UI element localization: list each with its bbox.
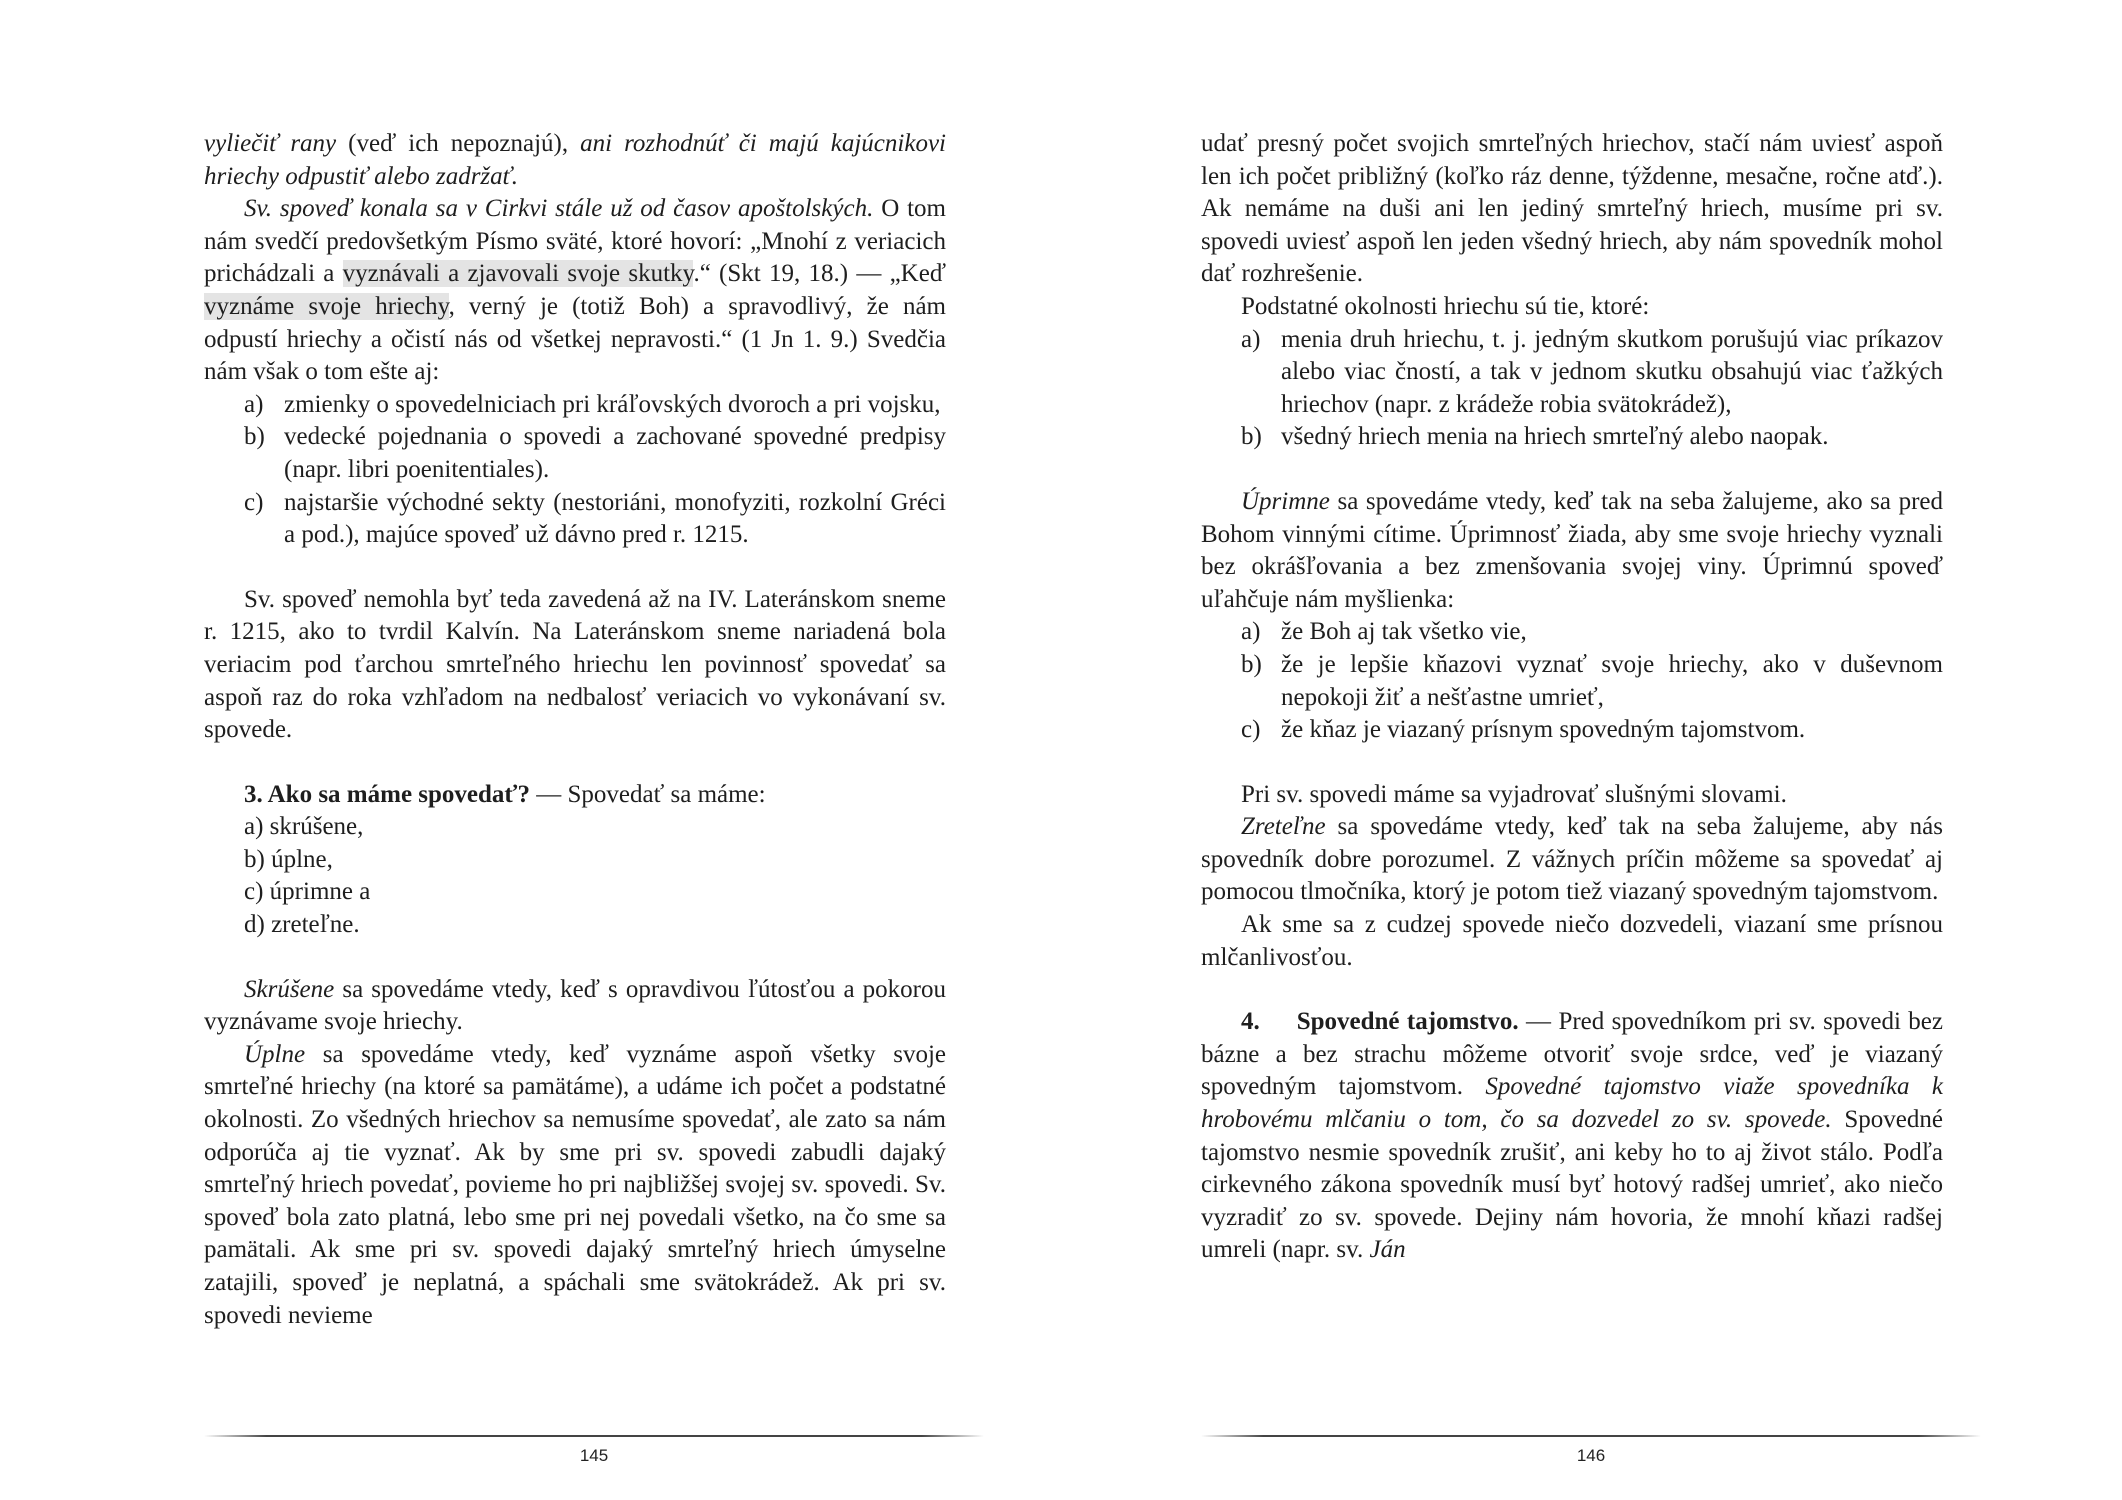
section-paragraph: 4. Spovedné tajomstvo. — Pred spovedníkom pri sv. spovedi bez bázne a bez strachu môžeme otvoriť svoje srdce, veď je viazaný spovedným tajomstvom. Spovedné tajomstvo viaže spovedníka k hrobovému mlčaniu o tom, čo sa dozvedel zo sv. spovede. Spovedné tajomstvo nesmie spovedník zrušiť, ani keby ho to aj život stálo. Podľa cirkevného zákona spovedník musí byť hotový radšej umrieť, ako niečo vyzradiť zo sv. spovede. Dejiny nám hovoria, že mnohí kňazi radšej umreli (napr. sv. Ján bbox=[1201, 1008, 1944, 1264]
section-heading: 3. Ako sa máme spovedať? — Spovedať sa máme: bbox=[244, 780, 766, 808]
list-item: c) že kňaz je viazaný prísnym spovedným tajomstvom. bbox=[1241, 716, 1806, 744]
lettered-list bbox=[204, 389, 946, 552]
list-item: c) úprimne a bbox=[244, 878, 371, 906]
section-title: Spovedné tajomstvo. bbox=[1296, 1008, 1519, 1036]
list-item: b) všedný hriech menia na hriech smrteľný alebo naopak. bbox=[1241, 423, 1829, 451]
paragraph: udať presný počet svojich smrteľných hriechov, stačí nám uviesť aspoň len ich počet približný (koľko ráz denne, týždenne, mesačne, ročne atď.). Ak nemáme na duši ani len jediný smrteľný hriech, musíme pri sv. spovedi uviesť aspoň len jeden všedný hriech, aby nám spovedník mohol dať rozhrešenie. bbox=[1201, 130, 1943, 288]
list-item: a) menia druh hriechu, t. j. jedným skutkom porušujú viac príkazov alebo viac čností, a tak v jednom skutku obsahujú viac ťažkých hriechov (napr. z krádeže robia svätokrádež), bbox=[1241, 325, 1943, 418]
list-item: b) úplne, bbox=[244, 845, 333, 873]
paragraph: Sv. spoveď konala sa v Cirkvi stále už od časov apoštolských. O tom nám svedčí predovšetkým Písmo sväté, ktoré hovorí: „Mnohí z veriacich prichádzali a vyznávali a zjavovali svoje skutky.“ (Skt 19, 18.) — „Keď vyznáme svoje hriechy, verný je (totiž Boh) a spravodlivý, že nám odpustí hriechy a očistí nás od všetkej nepravosti.“ (1 Jn 1. 9.) Svedčia nám však o tom ešte aj: bbox=[204, 195, 946, 386]
paragraph: Úprimne sa spovedáme vtedy, keď tak na seba žalujeme, ako sa pred Bohom vinnými cítime. Úprimnosť žiada, aby sme svoje hriechy vyznali bez okrášľovania a bez zmenšovania svojej viny. Úprimnú spoveď uľahčuje nám myšlienka: bbox=[1201, 487, 1943, 613]
list-item: b) že je lepšie kňazovi vyznať svoje hriechy, ako v duševnom nepokoji žiť a nešťastne umrieť, bbox=[1241, 650, 1943, 711]
list-item: a) zmienky o spovedelniciach pri kráľovských dvoroch a pri vojsku, bbox=[244, 390, 941, 418]
lettered-list bbox=[1201, 324, 1943, 454]
question-list bbox=[204, 811, 946, 941]
paragraph: Skrúšene sa spovedáme vtedy, keď s opravdivou ľútosťou a pokorou vyznávame svoje hriechy. bbox=[204, 975, 946, 1036]
paragraph: vyliečiť rany (veď ich nepoznajú), ani rozhodnúť či majú kajúcnikovi hriechy odpustiť alebo zadržať. bbox=[204, 130, 946, 190]
list-item: d) zreteľne. bbox=[244, 911, 360, 939]
list-item: c) najstaršie východné sekty (nestoriáni, monofyziti, rozkolní Gréci a pod.), majúce spoveď už dávno pred r. 1215. bbox=[244, 488, 946, 549]
paragraph: Pri sv. spovedi máme sa vyjadrovať slušnými slovami. bbox=[1241, 780, 1787, 808]
page-number: 145 bbox=[579, 1446, 609, 1465]
paragraph: Zreteľne sa spovedáme vtedy, keď tak na seba žalujeme, aby nás spovedník dobre porozumel. Z vážnych príčin môžeme sa spovedať aj pomocou tlmočníka, ktorý je potom tiež viazaný spovedným tajomstvom. bbox=[1201, 813, 1943, 906]
list-item: a) skrúšene, bbox=[244, 813, 364, 841]
footer-divider bbox=[1201, 1435, 1981, 1437]
section-number: 4. bbox=[1241, 1008, 1260, 1036]
paragraph: Úplne sa spovedáme vtedy, keď vyznáme aspoň všetky svoje smrteľné hriechy (na ktoré sa pamätáme), a udáme ich počet a podstatné okolnosti. Zo všedných hriechov sa nemusíme spovedať, ale zato sa nám odporúča aj tie vyznať. Ak by sme pri sv. spovedi zabudli dajaký smrteľný hriech povedať, povieme ho pri najbližšej svojej sv. spovedi. Sv. spoveď bola zato platná, lebo sme pri nej povedali všetko, na čo sme sa pamätali. Ak sme pri sv. spovedi dajaký smrteľný hriech úmyselne zatajili, spoveď je neplatná, a spáchali sme svätokrádež. Ak pri sv. spovedi nevieme bbox=[204, 1040, 946, 1329]
highlighted-text: vyznávali a zjavovali svoje skutky bbox=[342, 260, 694, 288]
left-page-text bbox=[204, 128, 946, 1332]
lettered-list bbox=[1201, 616, 1943, 746]
list-item: b) vedecké pojednania o spovedi a zachované spovedné predpisy (napr. libri poenitentiales). bbox=[244, 423, 946, 483]
paragraph: Ak sme sa z cudzej spovede niečo dozvedeli, viazaní sme prísnou mlčanlivosťou. bbox=[1201, 911, 1943, 971]
highlighted-text: vyznáme svoje hriechy bbox=[204, 292, 449, 320]
paragraph: Sv. spoveď nemohla byť teda zavedená až na IV. Lateránskom sneme r. 1215, ako to tvrdil Kalvín. Na Lateránskom sneme nariadená bola veriacim pod ťarchou smrteľného hriechu len povinnosť spovedať sa aspoň raz do roka vzhľadom na nedbalosť veriacich vo vykonávaní sv. spovede. bbox=[204, 585, 946, 744]
page-number: 146 bbox=[1576, 1446, 1606, 1465]
paragraph: Podstatné okolnosti hriechu sú tie, ktoré: bbox=[1241, 292, 1650, 320]
right-page-text bbox=[1201, 128, 1943, 1267]
list-item: a) že Boh aj tak všetko vie, bbox=[1241, 618, 1527, 646]
footer-divider bbox=[204, 1435, 984, 1437]
right-page bbox=[1061, 0, 2122, 1500]
